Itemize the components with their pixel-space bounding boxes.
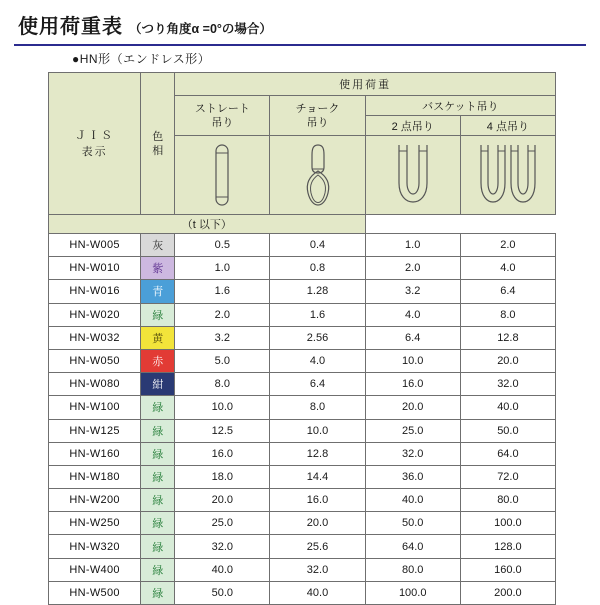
row-code: HN-W020 [49,303,141,326]
unit-note: （t 以下） [49,215,366,234]
row-code: HN-W080 [49,373,141,396]
page-title: 使用荷重表 [18,16,123,38]
table-row [49,303,556,326]
row-straight-value: 12.5 [175,419,270,442]
row-choke-value: 20.0 [270,512,365,535]
table-row [49,396,556,419]
title-divider [14,44,586,46]
table-row [49,373,556,396]
row-choke-value: 2.56 [270,326,365,349]
table-body [49,234,556,605]
table-unit-row [49,215,556,234]
row-basket2-value: 32.0 [365,442,460,465]
row-basket4-value: 64.0 [460,442,555,465]
row-straight-value: 32.0 [175,535,270,558]
row-color-swatch: 緑 [141,535,175,558]
row-straight-value: 8.0 [175,373,270,396]
row-choke-value: 16.0 [270,489,365,512]
row-straight-value: 50.0 [175,581,270,604]
header-jis-line2: 表示 [49,144,140,160]
row-color-swatch: 灰 [141,234,175,257]
row-basket2-value: 40.0 [365,489,460,512]
row-color-swatch: 緑 [141,419,175,442]
row-basket4-value: 2.0 [460,234,555,257]
sling-basket-4point-icon [460,136,555,215]
table-row [49,257,556,280]
row-basket4-value: 100.0 [460,512,555,535]
table-row [49,442,556,465]
row-basket4-value: 20.0 [460,349,555,372]
row-choke-value: 6.4 [270,373,365,396]
row-color-swatch: 緑 [141,396,175,419]
row-code: HN-W200 [49,489,141,512]
row-basket4-value: 4.0 [460,257,555,280]
row-color-swatch: 紫 [141,257,175,280]
row-color-swatch: 青 [141,280,175,303]
row-code: HN-W005 [49,234,141,257]
header-choke [270,96,365,136]
header-jis [49,73,141,215]
row-code: HN-W125 [49,419,141,442]
header-basket: バスケット吊り [365,96,555,116]
row-code: HN-W400 [49,558,141,581]
table-row [49,326,556,349]
row-basket2-value: 16.0 [365,373,460,396]
row-basket2-value: 10.0 [365,349,460,372]
header-basket-2point: 2 点吊り [365,116,460,136]
row-basket2-value: 80.0 [365,558,460,581]
row-code: HN-W100 [49,396,141,419]
row-choke-value: 0.8 [270,257,365,280]
load-capacity-table [48,72,556,605]
table-row [49,512,556,535]
row-basket4-value: 72.0 [460,465,555,488]
row-basket2-value: 100.0 [365,581,460,604]
row-code: HN-W250 [49,512,141,535]
row-choke-value: 25.6 [270,535,365,558]
header-basket-4point: 4 点吊り [460,116,555,136]
row-basket2-value: 20.0 [365,396,460,419]
header-color-line1: 色 [141,130,174,144]
row-code: HN-W010 [49,257,141,280]
row-basket4-value: 12.8 [460,326,555,349]
row-basket2-value: 64.0 [365,535,460,558]
section-label: ●HN形（エンドレス形） [72,52,211,66]
table-row [49,349,556,372]
row-color-swatch: 緑 [141,558,175,581]
header-straight-line2: 吊り [211,116,234,129]
header-usage-load: 使用荷重 [175,73,556,96]
row-straight-value: 25.0 [175,512,270,535]
row-code: HN-W320 [49,535,141,558]
row-color-swatch: 紺 [141,373,175,396]
row-color-swatch: 緑 [141,489,175,512]
row-straight-value: 16.0 [175,442,270,465]
row-code: HN-W016 [49,280,141,303]
row-straight-value: 0.5 [175,234,270,257]
row-color-swatch: 緑 [141,465,175,488]
header-straight [175,96,270,136]
table-row [49,465,556,488]
table-row [49,419,556,442]
row-straight-value: 40.0 [175,558,270,581]
row-basket2-value: 50.0 [365,512,460,535]
row-straight-value: 10.0 [175,396,270,419]
row-code: HN-W032 [49,326,141,349]
row-straight-value: 1.0 [175,257,270,280]
header-choke-line1: チョーク [295,102,340,115]
row-color-swatch: 緑 [141,512,175,535]
row-basket4-value: 160.0 [460,558,555,581]
row-straight-value: 2.0 [175,303,270,326]
row-basket2-value: 25.0 [365,419,460,442]
row-choke-value: 10.0 [270,419,365,442]
table-row [49,558,556,581]
row-basket4-value: 50.0 [460,419,555,442]
header-straight-line1: ストレート [194,102,250,115]
row-color-swatch: 赤 [141,349,175,372]
row-straight-value: 20.0 [175,489,270,512]
row-basket4-value: 32.0 [460,373,555,396]
table-header-group-row [49,73,556,96]
row-straight-value: 1.6 [175,280,270,303]
row-straight-value: 18.0 [175,465,270,488]
row-basket2-value: 3.2 [365,280,460,303]
row-choke-value: 1.6 [270,303,365,326]
sling-choke-icon [270,136,365,215]
row-basket4-value: 80.0 [460,489,555,512]
row-basket4-value: 128.0 [460,535,555,558]
row-choke-value: 12.8 [270,442,365,465]
sling-basket-2point-icon [365,136,460,215]
row-color-swatch: 黄 [141,326,175,349]
table-row [49,234,556,257]
row-color-swatch: 緑 [141,303,175,326]
row-basket2-value: 1.0 [365,234,460,257]
row-code: HN-W050 [49,349,141,372]
row-choke-value: 4.0 [270,349,365,372]
row-straight-value: 5.0 [175,349,270,372]
table-row [49,581,556,604]
page-subtitle-condition: （つり角度α =0°の場合） [129,22,272,36]
row-choke-value: 8.0 [270,396,365,419]
row-code: HN-W500 [49,581,141,604]
row-choke-value: 40.0 [270,581,365,604]
row-color-swatch: 緑 [141,581,175,604]
table-row [49,280,556,303]
header-color-line2: 相 [141,144,174,158]
header-jis-line1: ＪＩＳ [49,128,140,144]
sling-straight-icon [175,136,270,215]
table-row [49,535,556,558]
row-basket4-value: 8.0 [460,303,555,326]
row-basket4-value: 40.0 [460,396,555,419]
row-basket2-value: 36.0 [365,465,460,488]
row-code: HN-W160 [49,442,141,465]
row-choke-value: 0.4 [270,234,365,257]
row-basket2-value: 4.0 [365,303,460,326]
row-basket4-value: 6.4 [460,280,555,303]
row-code: HN-W180 [49,465,141,488]
row-basket2-value: 2.0 [365,257,460,280]
header-choke-line2: 吊り [306,116,329,129]
row-straight-value: 3.2 [175,326,270,349]
header-color [141,73,175,215]
title-row [14,10,586,39]
row-basket2-value: 6.4 [365,326,460,349]
row-color-swatch: 緑 [141,442,175,465]
table-row [49,489,556,512]
row-basket4-value: 200.0 [460,581,555,604]
row-choke-value: 32.0 [270,558,365,581]
row-choke-value: 1.28 [270,280,365,303]
row-choke-value: 14.4 [270,465,365,488]
